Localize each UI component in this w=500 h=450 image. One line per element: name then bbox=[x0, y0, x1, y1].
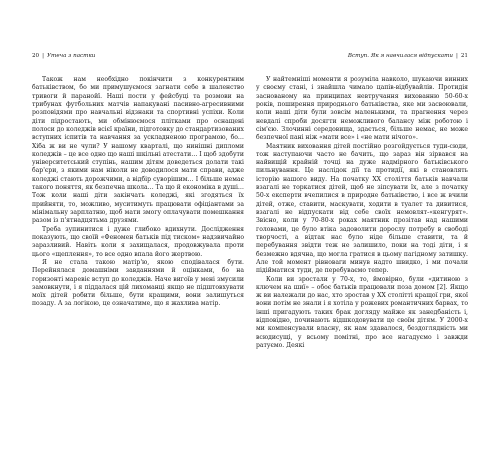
right-page-number: 21 bbox=[460, 53, 468, 59]
right-paragraph-3: Коли ви зростали у 70-х, то, ймовірно, були «дитиною з ключем на шиї» – обоє батьків працювали поза домом [2]. Якщо ж ви належали до нас, хто зростав у ХХ столітті кращої гри, якої вони потім не знали і я хотіла у рожевих романтичних барвах, то інші пригадують таких брак догляду майже як занедбаність і, відповідно, починають відшкодовувати це своїм дітям. У 2000-х ми компенсували власну, як нам здавалося, бездоглядність ми всюдисущі, у всьому помітні, про все нагадуємо і завжди ратуємо. Деякі bbox=[256, 275, 468, 349]
right-running-head-title: Вступ. Як я навчилася відпускати bbox=[347, 53, 453, 59]
right-page bbox=[256, 52, 468, 447]
left-paragraph-1: Також нам необхідно покінчити з конкурентним батьківством, бо ми примушуємося загнати себе в шаленство тривоги й паранойї. Наші пости у фейсбуці та розмови на трибунах футбольних матчів напакувані пасивно-агресивними розповідями про навчальні відзнаки та спортивні успіхи. Коли діти підростають, ми обмінюємося плітками про оснащені полоси до коледжів всієї країни, підготовку до стандартизованих вступних іспитів та навчання за ускладненою програмою, бо… Хіба ж ви не чули? У нашому кварталі, що нинішні дипломи коледжів – це все одно що наші шкільні атестати… І щоб здобути університетський ступінь, нашим дітям доведеться долати такі бар'єри, з якими нам ніколи не доводилося мати справи, адже коледжі стають дорожчими, а відбір суворішим… І більше немає такого поняття, як безпечна школа… Та що й економіка в душі… Тож коли наші діти закінчать коледжі, які згодяться їх прийняти, то, можливо, муситимуть працювати офіціантами за мінімальну зарплатню, щоб мати змогу оплачувати помешкання разом із п'ятнадцятьма друзями. bbox=[32, 76, 244, 225]
left-paragraph-3: Я не стала такою матір'ю, якою сподівалася бути. Перейнялася домашніми завданнями й оцінками, бо на горизонті маревіє вступ до коледжів. Наче вигоїв у мені змусили замовкнути, і я піддалася цій лихоманці якщо не підштовхувати моїх дітей робити більше, бути кращими, вони залишуться позаду. А за логікою, це означатиме, що я жахлива матір. bbox=[32, 258, 244, 308]
right-running-head: Вступ. Як я навчилася відпускати | 21 bbox=[347, 53, 468, 59]
left-running-head: 20 | Утеча з пастки bbox=[32, 53, 96, 59]
right-paragraph-1: У найтемніші моменти я розуміла навколо, шукаючи винних у своєму стані, і знайшла чимало цапів-відбувайлів. Протидія заснованому на принципах невтручання вихованню 50-60-х років, поширення природнього батьківства, яке ми засвоювали, коли наші діти були зовсім маленькими, та прагнення через невдалі спроби досягти неможливого балансу між роботою і сім'єю. Злочинні середовища, здається, більше немає, не може безпечної пані ніж «мати все» і «не мати нічого». bbox=[256, 76, 468, 142]
right-paragraph-2: Маятник виховання дітей постійно розгойдується туди-сюди, тож наступаючи часто не бачить, що зараз він зірвався на найвищій крайній точці на дуже надмірного батьківського пильнування. Це наслідок дії та протидії, які в становлять історію нашого виду. На початку XX століття батьків навчали взагалі не торкатися дітей, щоб не зіпсувати їх, але з початку 50-х експерти вчепилися в природне батьківство, і все ж вчили дітей, отже, ставити, маскувати, ходити в туалет та дивитися, взагалі не відпускати від себе своїх немовлят-«кенгурят». Звісно, коли у 70-80-х роках маятник прозітав над нашими головами, це було втіка задоволити дорослу потребу в свободі творчості, а відтак нас було ніде більше ставити, та й перебування звідти теж не залишило, поки на тоді діти, і я безмежно вдячна, що могла гратися в цьому пагідному затишку. Але той момент рівноваги минув надто швидко, і ми почали підійматися туди, де перебуваємо тепер. bbox=[256, 142, 468, 275]
left-paragraph-2: Треба зупинитися і дуже глибоко вдихнути. Дослідження показують, що своїй «Феномен батьків під тиском» надзвичайно заразливий. Навіть коли я захищалася, продовжувала проти цього «щеплення», то все одно впала його жертвою. bbox=[32, 225, 244, 258]
left-running-head-title: Утеча з пастки bbox=[47, 53, 96, 59]
right-body-text bbox=[256, 76, 468, 350]
left-page-number: 20 bbox=[32, 53, 40, 59]
left-body-text bbox=[32, 76, 244, 309]
left-page bbox=[32, 52, 244, 447]
